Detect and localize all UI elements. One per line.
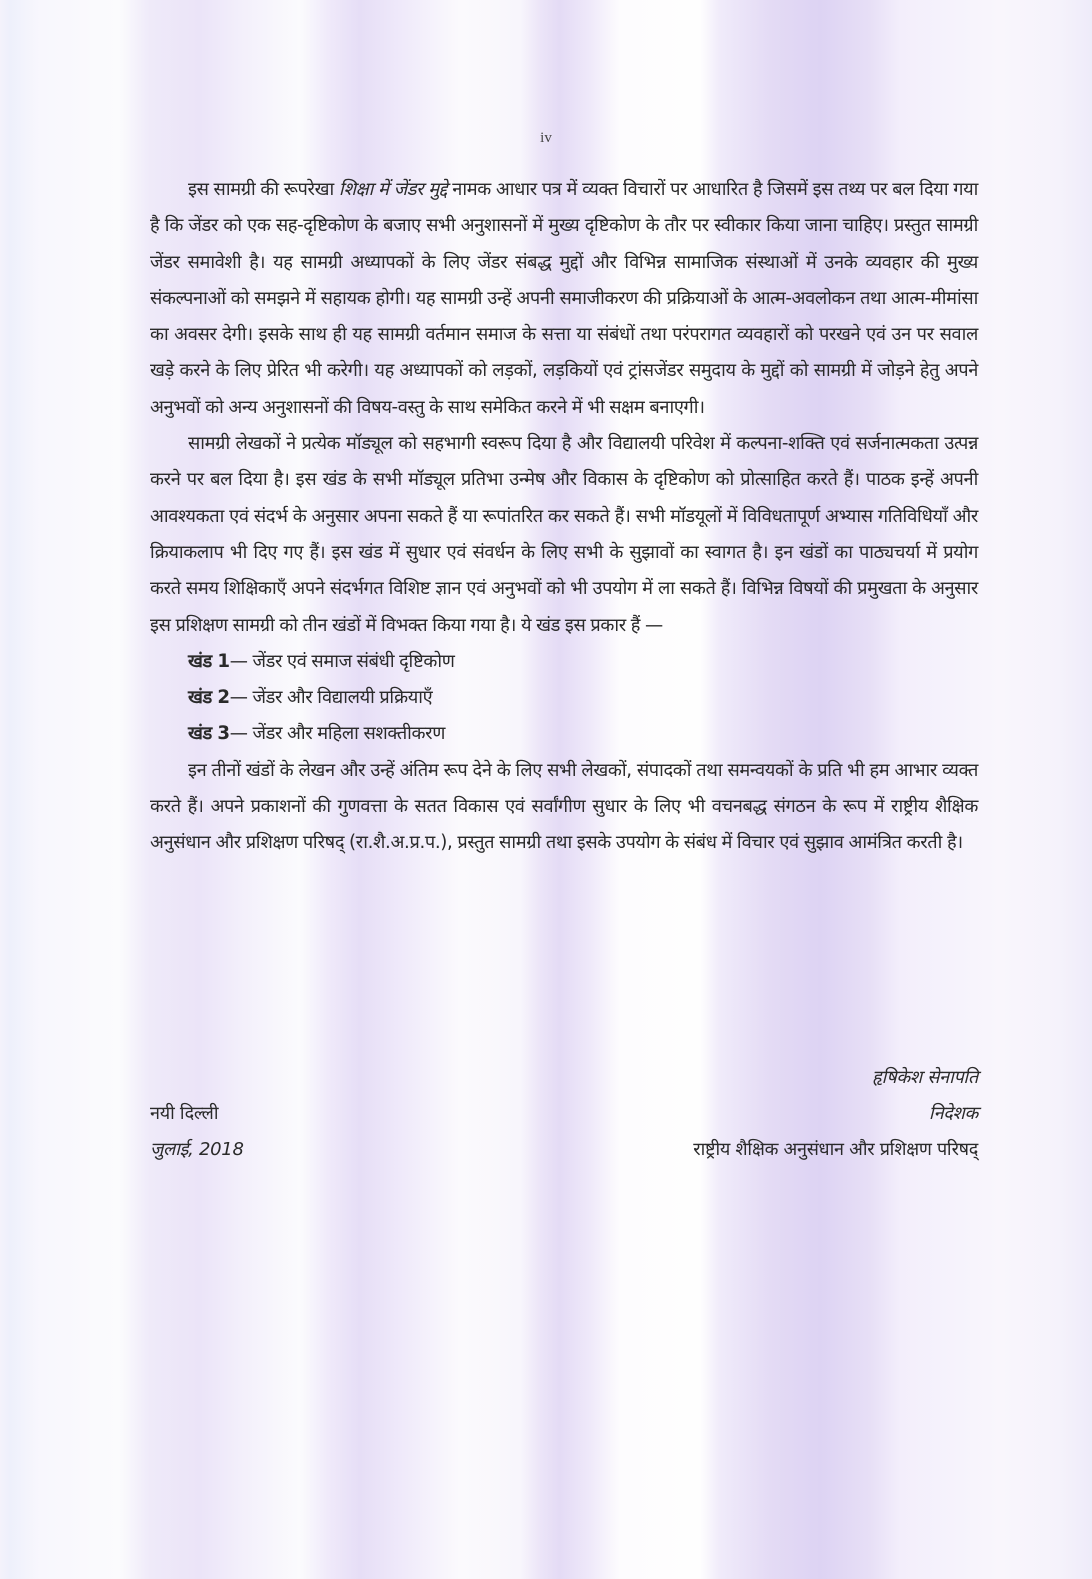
khand-item — [150, 644, 978, 680]
khand-text: — जेंडर और विद्यालयी प्रक्रियाएँ — [229, 687, 433, 709]
paragraph-2: सामग्री लेखकों ने प्रत्येक मॉड्यूल को सहभागी स्वरूप दिया है और विद्यालयी परिवेश में कल्पना-शक्ति एवं सर्जनात्मकता उत्पन्न करने पर बल दिया है। इस खंड के सभी मॉड्यूल प्रतिभा उन्मेष और विकास के दृष्टिकोण को प्रोत्साहित करते हैं। पाठक इन्हें अपनी आवश्यकता एवं संदर्भ के अनुसार अपना सकते हैं या रूपांतरित कर सकते हैं। सभी मॉडयूलों में विविधतापूर्ण अभ्यास गतिविधियाँ और क्रियाकलाप भी दिए गए हैं। इस खंड में सुधार एवं संवर्धन के लिए सभी के सुझावों का स्वागत है। इन खंडों का पाठ्यचर्या में प्रयोग करते समय शिक्षिकाएँ अपने संदर्भगत विशिष्ट ज्ञान एवं अनुभवों को भी उपयोग में ला सकते हैं। विभिन्न विषयों की प्रमुखता के अनुसार इस प्रशिक्षण सामग्री को तीन खंडों में विभक्त किया गया है। ये खंड इस प्रकार हैं — — [150, 433, 978, 636]
paragraph-1-text-b: नामक आधार पत्र में व्यक्त विचारों पर आधारित है जिसमें इस तथ्य पर बल दिया गया है कि जेंडर को एक सह-दृष्टिकोण के बजाए सभी अनुशासनों में मुख्य दृष्टिकोण के तौर पर स्वीकार किया जाना चाहिए। प्रस्तुत सामग्री जेंडर समावेशी है। यह सामग्री अध्यापकों के लिए जेंडर संबद्ध मुद्दों और विभिन्न सामाजिक संस्थाओं में उनके व्यवहार की मुख्य संकल्पनाओं को समझने में सहायक होगी। यह सामग्री उन्हें अपनी समाजीकरण की प्रक्रियाओं के आत्म-अवलोकन तथा आत्म-मीमांसा का अवसर देगी। इसके साथ ही यह सामग्री वर्तमान समाज के सत्ता या संबंधों तथा परंपरागत व्यवहारों को परखने एवं उन पर सवाल खड़े करने के लिए प्रेरित भी करेगी। यह अध्यापकों को लड़कों, लड़कियों एवं ट्रांसजेंडर समुदाय के मुद्दों को सामग्री में जोड़ने हेतु अपने अनुभवों को अन्य अनुशासनों की विषय-वस्तु के साथ समेकित करने में भी सक्षम बनाएगी। — [150, 179, 979, 418]
date: जुलाई, 2018 — [150, 1139, 244, 1160]
khand-text: — जेंडर एवं समाज संबंधी दृष्टिकोण — [229, 650, 455, 672]
base-paper-title: शिक्षा में जेंडर मुद्दे — [338, 179, 448, 200]
khand-list — [150, 644, 978, 753]
place: नयी दिल्ली — [150, 1103, 219, 1124]
khand-item — [150, 716, 978, 752]
khand-item — [150, 680, 978, 716]
khand-label: खंड 1 — [188, 650, 230, 672]
khand-label: खंड 3 — [188, 723, 230, 745]
signature-block — [693, 1060, 978, 1168]
signatory-organization: राष्ट्रीय शैक्षिक अनुसंधान और प्रशिक्षण परिषद् — [693, 1139, 978, 1160]
place-date-block — [150, 1096, 244, 1168]
khand-text: — जेंडर और महिला सशक्तीकरण — [229, 723, 446, 745]
paragraph-1-text-a: इस सामग्री की रूपरेखा — [188, 179, 339, 200]
khand-label: खंड 2 — [188, 687, 230, 709]
paragraph-1 — [150, 172, 978, 426]
signatory-designation: निदेशक — [928, 1103, 978, 1124]
foreword-body — [150, 172, 978, 862]
page-number: iv — [540, 130, 552, 146]
paragraph-3: इन तीनों खंडों के लेखन और उन्हें अंतिम रूप देने के लिए सभी लेखकों, संपादकों तथा समन्वयकों के प्रति भी हम आभार व्यक्त करते हैं। अपने प्रकाशनों की गुणवत्ता के सतत विकास एवं सर्वांगीण सुधार के लिए भी वचनबद्ध संगठन के रूप में राष्ट्रीय शैक्षिक अनुसंधान और प्रशिक्षण परिषद् (रा.शै.अ.प्र.प.), प्रस्तुत सामग्री तथा इसके उपयोग के संबंध में विचार एवं सुझाव आमंत्रित करती है। — [150, 759, 978, 854]
signatory-name: हृषिकेश सेनापति — [871, 1067, 978, 1088]
